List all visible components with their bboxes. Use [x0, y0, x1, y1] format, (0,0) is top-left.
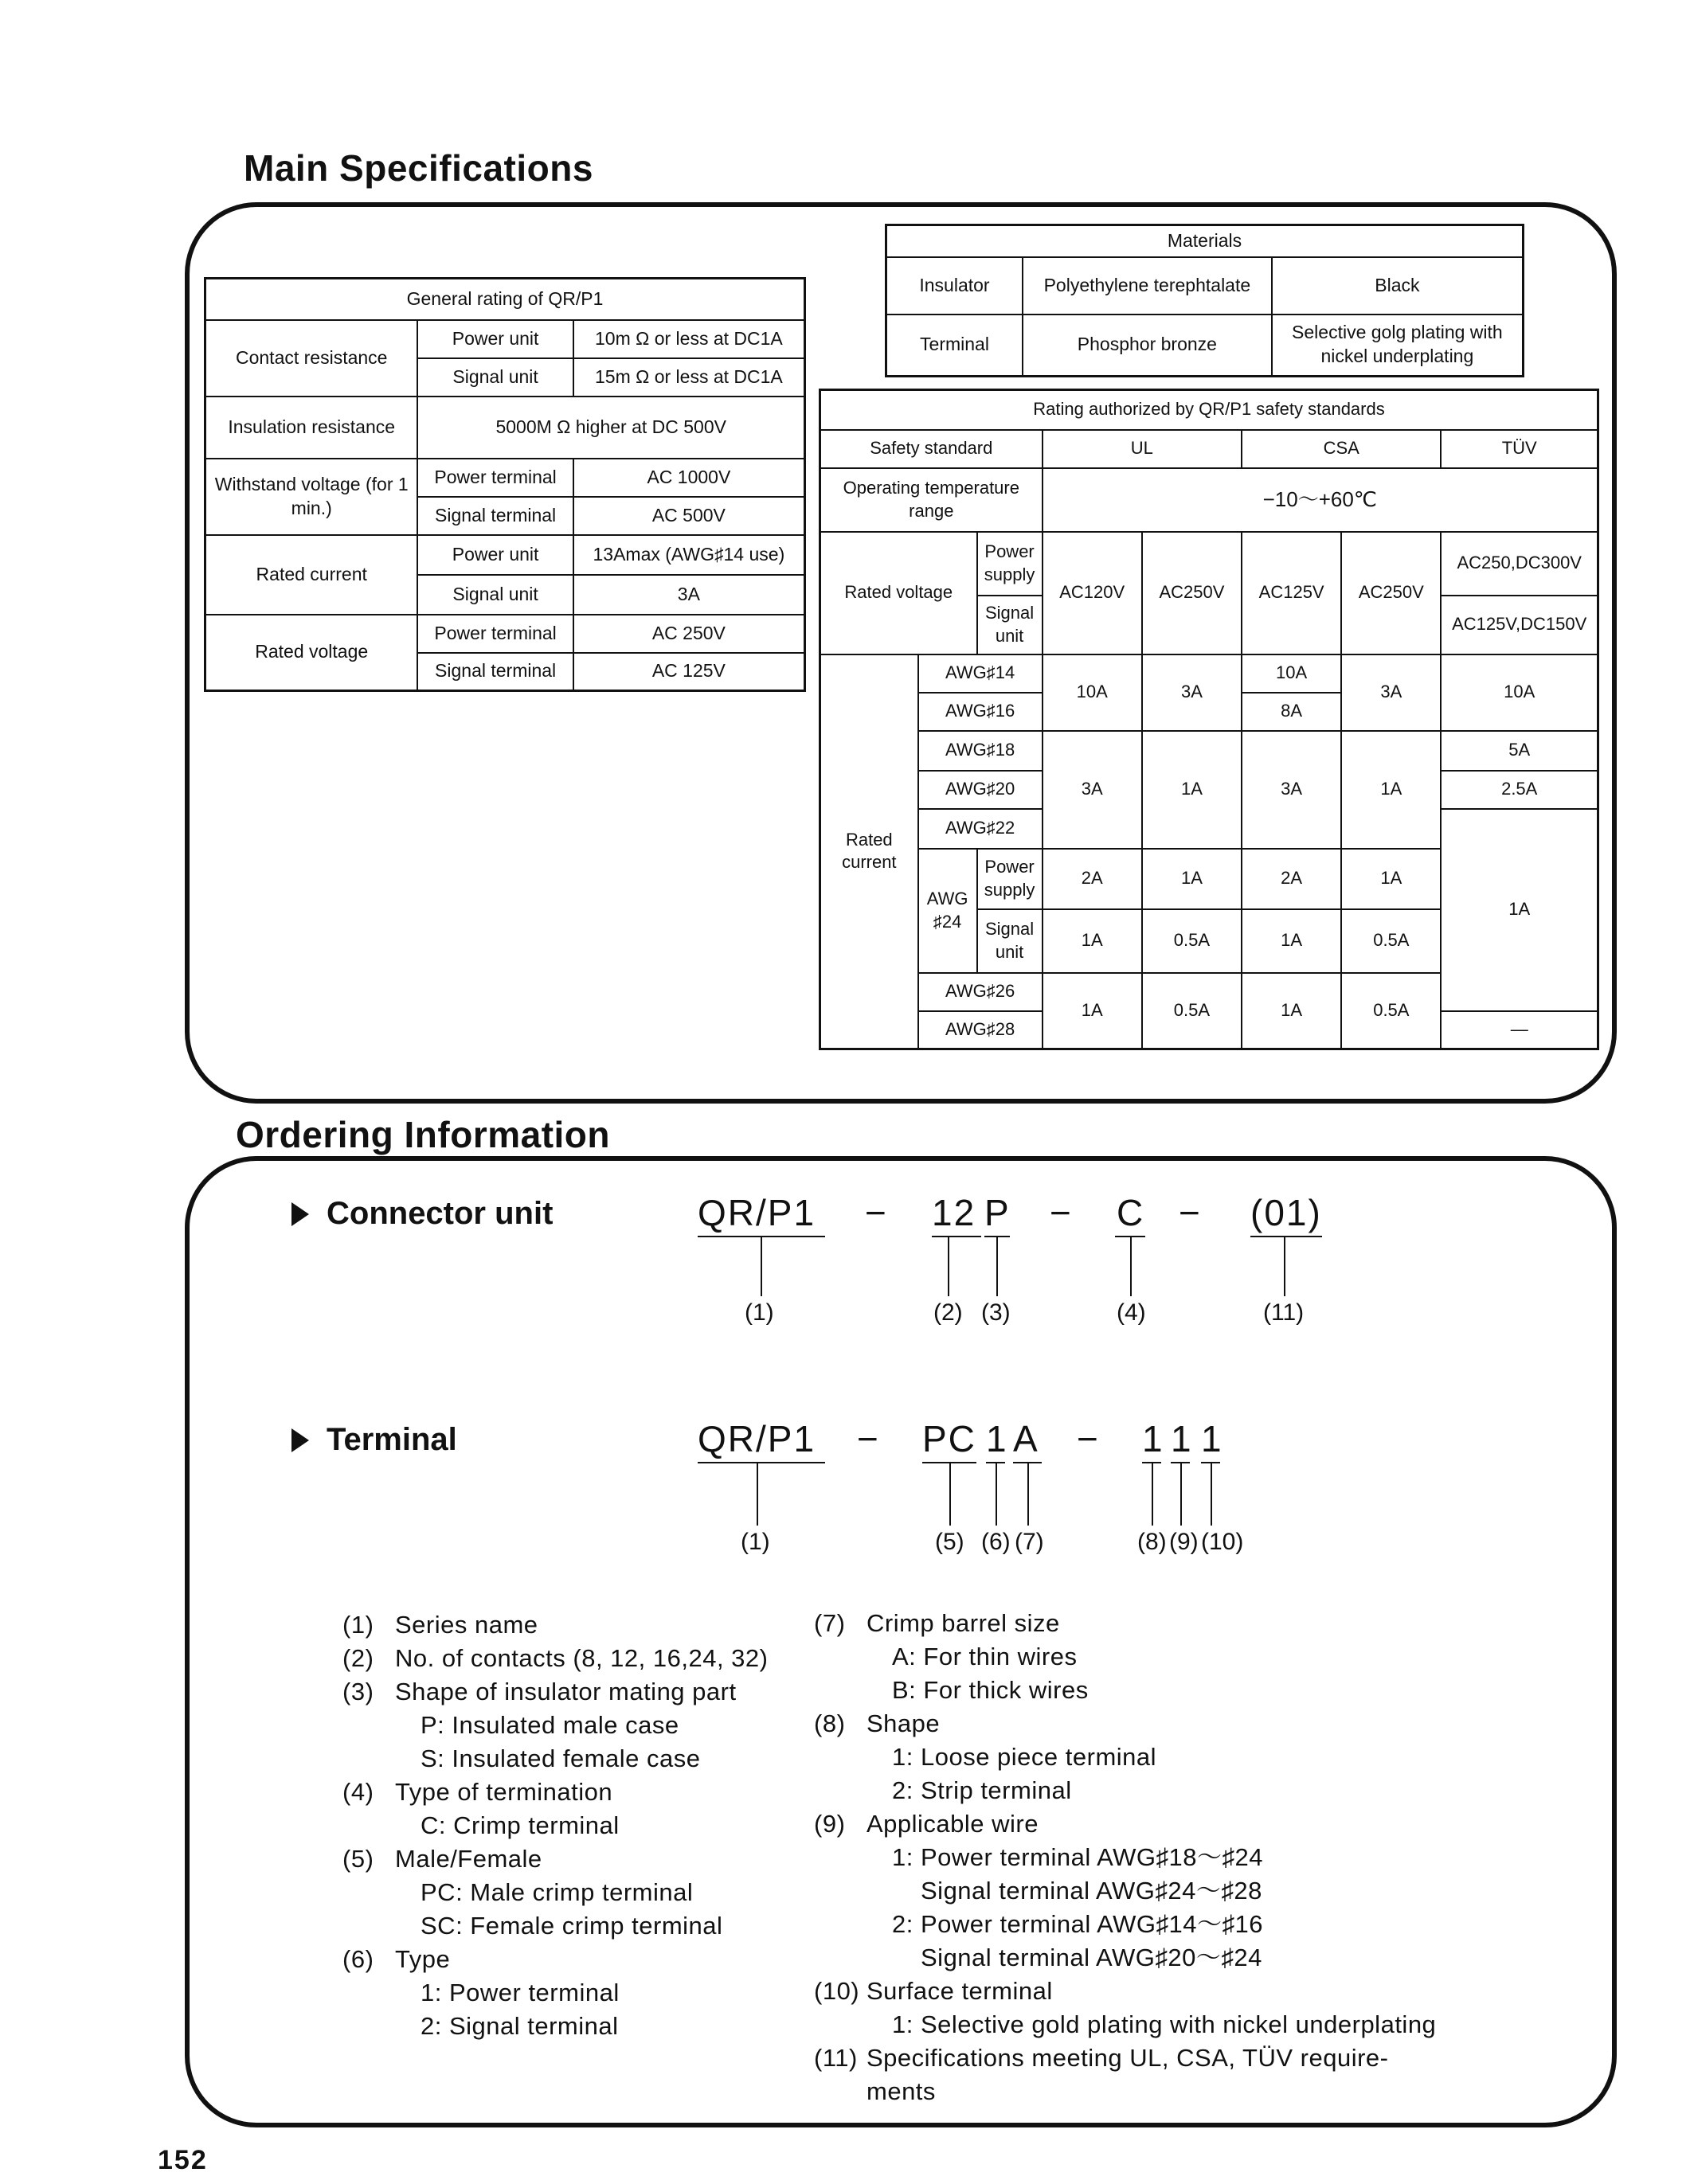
arrow-right-icon: [291, 1428, 309, 1452]
legend-text: 1: Selective gold plating with nickel underplating: [892, 2010, 1437, 2038]
legend-text: Series name: [395, 1611, 538, 1639]
connector-contacts-code: 12: [932, 1192, 976, 1233]
withstand-power-label: Power terminal: [417, 459, 573, 497]
safety-standards-table: [819, 389, 1599, 1050]
withstand-signal-label: Signal terminal: [417, 497, 573, 535]
connector-unit-text: Connector unit: [327, 1196, 554, 1231]
ref-number: (4): [1117, 1299, 1146, 1326]
current-cell: 5A: [1441, 731, 1598, 771]
legend-number: (5): [342, 1845, 374, 1873]
leader-line: [1152, 1462, 1153, 1526]
legend-left-column: [342, 1608, 788, 2043]
awg-16-label: AWG♯16: [918, 693, 1043, 731]
material-part: Insulator: [886, 257, 1023, 315]
legend-text: Surface terminal: [867, 1977, 1053, 2005]
legend-item: [814, 1975, 1579, 2008]
terminal-label: [291, 1422, 457, 1458]
legend-text: 1: Power terminal: [421, 1979, 620, 2006]
current-cell: 3A: [1142, 654, 1242, 731]
legend-item: [342, 1776, 788, 1809]
ref-number: (6): [981, 1529, 1011, 1555]
current-cell: 0.5A: [1341, 909, 1441, 973]
legend-item: [814, 1640, 1579, 1674]
rated-current-label: Rated current: [205, 535, 418, 615]
arrow-right-icon: [291, 1202, 309, 1226]
terminal-barrel-code: A: [1013, 1418, 1039, 1459]
ref-number: (9): [1169, 1529, 1199, 1555]
safety-caption: Rating authorized by QR/P1 safety standards: [820, 390, 1598, 430]
legend-text: 2: Power terminal AWG♯14〜♯16: [892, 1910, 1263, 1938]
rated-voltage-label: Rated voltage: [820, 532, 977, 654]
ref-number: (10): [1201, 1529, 1244, 1555]
current-cell: 0.5A: [1142, 973, 1242, 1049]
leader-line: [1180, 1462, 1182, 1526]
power-supply-label: Power supply: [977, 849, 1043, 909]
legend-text: Specifications meeting UL, CSA, TÜV require-: [867, 2044, 1389, 2072]
leader-line: [1130, 1236, 1132, 1296]
power-supply-label: Power supply: [977, 532, 1043, 596]
main-specifications-title: Main Specifications: [244, 147, 593, 189]
legend-item: [342, 1842, 788, 1876]
legend-item: [342, 1675, 788, 1709]
current-cell: 0.5A: [1341, 973, 1441, 1049]
ref-number: (5): [935, 1529, 964, 1555]
withstand-signal-value: AC 500V: [573, 497, 805, 535]
legend-text: C: Crimp terminal: [421, 1811, 620, 1839]
legend-text: S: Insulated female case: [421, 1744, 701, 1772]
legend-text: Shape of insulator mating part: [395, 1678, 737, 1705]
material-finish: Black: [1272, 257, 1524, 315]
legend-text: Applicable wire: [867, 1810, 1039, 1838]
contact-power-label: Power unit: [417, 320, 573, 358]
awg-18-label: AWG♯18: [918, 731, 1043, 771]
legend-item: [814, 2041, 1579, 2075]
voltage-ul-250: AC250V: [1142, 532, 1242, 654]
rated-current-label: Rated current: [820, 654, 918, 1049]
awg-26-label: AWG♯26: [918, 973, 1043, 1011]
legend-item: [342, 1809, 788, 1842]
contact-power-value: 10m Ω or less at DC1A: [573, 320, 805, 358]
current-cell: 1A: [1242, 909, 1341, 973]
leader-line: [761, 1236, 762, 1296]
awg-22-label: AWG♯22: [918, 809, 1043, 849]
insulation-resistance-value: 5000M Ω higher at DC 500V: [417, 397, 804, 459]
legend-text: ments: [867, 2077, 936, 2105]
current-cell: 10A: [1043, 654, 1142, 731]
current-cell: 1A: [1142, 731, 1242, 849]
rated-voltage-label: Rated voltage: [205, 615, 418, 691]
legend-item: [814, 1607, 1579, 1640]
general-rating-caption: General rating of QR/P1: [205, 279, 805, 320]
voltage-ul-120: AC120V: [1043, 532, 1142, 654]
ul-header: UL: [1043, 430, 1242, 468]
general-rating-table: [204, 277, 806, 692]
leader-line: [996, 1462, 997, 1526]
legend-number: (4): [342, 1778, 374, 1806]
legend-text: Type: [395, 1945, 451, 1973]
page-number: 152: [158, 2145, 208, 2175]
current-cell: 10A: [1242, 654, 1341, 693]
legend-number: (3): [342, 1678, 374, 1705]
terminal-series-code: QR/P1: [698, 1418, 816, 1459]
awg-24-number: ♯24: [933, 911, 962, 932]
legend-item: [814, 1941, 1579, 1975]
terminal-type-code: 1: [986, 1418, 1008, 1459]
current-cell: 3A: [1043, 731, 1142, 849]
awg-28-label: AWG♯28: [918, 1011, 1043, 1049]
insulation-resistance-label: Insulation resistance: [205, 397, 418, 459]
current-cell: 2A: [1242, 849, 1341, 909]
csa-header: CSA: [1242, 430, 1441, 468]
legend-text: Signal terminal AWG♯20〜♯24: [921, 1944, 1262, 1971]
terminal-wire-code: 1: [1171, 1418, 1193, 1459]
legend-item: [342, 1909, 788, 1943]
legend-number: (1): [342, 1611, 374, 1639]
safety-standard-label: Safety standard: [820, 430, 1043, 468]
current-cell: 3A: [1242, 731, 1341, 849]
current-cell: 1A: [1341, 849, 1441, 909]
current-cell: 1A: [1142, 849, 1242, 909]
legend-item: [342, 2010, 788, 2043]
voltage-tuv-signal: AC125V,DC150V: [1441, 596, 1598, 654]
connector-spec-code: (01): [1250, 1192, 1322, 1233]
legend-number: (6): [342, 1945, 374, 1973]
rated-current-power-value: 13Amax (AWG♯14 use): [573, 535, 805, 575]
dash: −: [1050, 1192, 1073, 1233]
awg-24-prefix: AWG: [926, 888, 968, 908]
legend-text: B: For thick wires: [892, 1676, 1089, 1704]
legend-text: PC: Male crimp terminal: [421, 1878, 694, 1906]
legend-item: [814, 1841, 1579, 1874]
legend-item: [814, 1707, 1579, 1741]
underline: [932, 1236, 981, 1237]
terminal-text: Terminal: [327, 1422, 457, 1457]
leader-line: [1027, 1462, 1029, 1526]
connector-series-code: QR/P1: [698, 1192, 816, 1233]
legend-text: 1: Power terminal AWG♯18〜♯24: [892, 1843, 1263, 1871]
legend-item: [342, 1943, 788, 1976]
legend-item: [814, 1674, 1579, 1707]
current-cell: 2A: [1043, 849, 1142, 909]
connector-shape-code: P: [984, 1192, 1011, 1233]
rated-voltage-signal-label: Signal terminal: [417, 653, 573, 691]
current-cell: 0.5A: [1142, 909, 1242, 973]
legend-item: [814, 1807, 1579, 1841]
rated-voltage-power-label: Power terminal: [417, 615, 573, 653]
connector-termination-code: C: [1117, 1192, 1145, 1233]
dash: −: [1077, 1418, 1100, 1459]
legend-text: No. of contacts (8, 12, 16,24, 32): [395, 1644, 769, 1672]
legend-right-column: [814, 1607, 1579, 2108]
legend-number: (8): [814, 1709, 846, 1737]
ref-number: (3): [981, 1299, 1011, 1326]
signal-unit-label: Signal unit: [977, 909, 1043, 973]
legend-text: Crimp barrel size: [867, 1609, 1060, 1637]
current-cell: 1A: [1043, 973, 1142, 1049]
legend-number: (11): [814, 2044, 858, 2072]
rated-current-signal-value: 3A: [573, 575, 805, 615]
materials-caption: Materials: [886, 225, 1524, 257]
voltage-csa-125: AC125V: [1242, 532, 1341, 654]
material-finish: Selective golg plating with nickel underplating: [1272, 315, 1524, 377]
current-cell: 1A: [1341, 731, 1441, 849]
current-cell: 1A: [1441, 809, 1598, 1011]
connector-unit-label: [291, 1196, 553, 1232]
legend-number: (10): [814, 1977, 860, 2005]
rated-voltage-signal-value: AC 125V: [573, 653, 805, 691]
dash: −: [1179, 1192, 1202, 1233]
legend-item: [342, 1608, 788, 1642]
legend-text: P: Insulated male case: [421, 1711, 679, 1739]
legend-item: [814, 1908, 1579, 1941]
legend-item: [814, 2075, 1579, 2108]
legend-text: A: For thin wires: [892, 1643, 1078, 1670]
legend-item: [342, 1642, 788, 1675]
contact-signal-value: 15m Ω or less at DC1A: [573, 358, 805, 397]
legend-text: 2: Signal terminal: [421, 2012, 619, 2040]
legend-text: 1: Loose piece terminal: [892, 1743, 1157, 1771]
ref-number: (2): [933, 1299, 963, 1326]
rated-voltage-power-value: AC 250V: [573, 615, 805, 653]
awg-24-label: [918, 849, 977, 973]
voltage-csa-250: AC250V: [1341, 532, 1441, 654]
tuv-header: TÜV: [1441, 430, 1598, 468]
current-cell: 10A: [1441, 654, 1598, 731]
ref-number: (7): [1015, 1529, 1044, 1555]
legend-text: Signal terminal AWG♯24〜♯28: [921, 1877, 1262, 1905]
legend-number: (2): [342, 1644, 374, 1672]
terminal-surface-code: 1: [1201, 1418, 1223, 1459]
leader-line: [757, 1462, 758, 1526]
awg-20-label: AWG♯20: [918, 771, 1043, 809]
withstand-power-value: AC 1000V: [573, 459, 805, 497]
leader-line: [1284, 1236, 1285, 1296]
ref-number: (8): [1137, 1529, 1167, 1555]
ordering-information-title: Ordering Information: [236, 1114, 610, 1155]
material-name: Polyethylene terephtalate: [1023, 257, 1272, 315]
contact-resistance-label: Contact resistance: [205, 320, 418, 397]
legend-text: Type of termination: [395, 1778, 613, 1806]
dash: −: [865, 1192, 888, 1233]
leader-line: [1211, 1462, 1212, 1526]
current-cell: 8A: [1242, 693, 1341, 731]
voltage-tuv-power: AC250,DC300V: [1441, 532, 1598, 596]
legend-item: [814, 1741, 1579, 1774]
leader-line: [948, 1236, 949, 1296]
rated-current-power-label: Power unit: [417, 535, 573, 575]
material-name: Phosphor bronze: [1023, 315, 1272, 377]
legend-text: 2: Strip terminal: [892, 1776, 1072, 1804]
terminal-mf-code: PC: [922, 1418, 976, 1459]
material-part: Terminal: [886, 315, 1023, 377]
legend-text: SC: Female crimp terminal: [421, 1912, 723, 1940]
signal-unit-label: Signal unit: [977, 596, 1043, 654]
leader-line: [949, 1462, 951, 1526]
terminal-shape-code: 1: [1142, 1418, 1164, 1459]
legend-text: Shape: [867, 1709, 941, 1737]
legend-item: [342, 1876, 788, 1909]
leader-line: [996, 1236, 998, 1296]
rated-current-signal-label: Signal unit: [417, 575, 573, 615]
ref-number: (11): [1263, 1299, 1305, 1326]
legend-text: Male/Female: [395, 1845, 542, 1873]
contact-signal-label: Signal unit: [417, 358, 573, 397]
dash: −: [857, 1418, 880, 1459]
current-cell: 2.5A: [1441, 771, 1598, 809]
legend-item: [814, 2008, 1579, 2041]
underline: [698, 1462, 825, 1463]
operating-temp-value: −10〜+60℃: [1043, 468, 1598, 532]
underline: [1250, 1236, 1322, 1237]
legend-item: [814, 1774, 1579, 1807]
awg-14-label: AWG♯14: [918, 654, 1043, 693]
legend-number: (9): [814, 1810, 846, 1838]
materials-table: [885, 224, 1524, 377]
operating-temp-label: Operating temperature range: [820, 468, 1043, 532]
current-cell: 3A: [1341, 654, 1441, 731]
legend-item: [814, 1874, 1579, 1908]
ref-number: (1): [745, 1299, 774, 1326]
legend-item: [342, 1709, 788, 1742]
withstand-voltage-label: Withstand voltage (for 1 min.): [205, 459, 418, 535]
legend-number: (7): [814, 1609, 846, 1637]
current-cell: 1A: [1043, 909, 1142, 973]
legend-item: [342, 1976, 788, 2010]
ref-number: (1): [741, 1529, 770, 1555]
legend-item: [342, 1742, 788, 1776]
current-cell: 1A: [1242, 973, 1341, 1049]
current-cell: —: [1441, 1011, 1598, 1049]
